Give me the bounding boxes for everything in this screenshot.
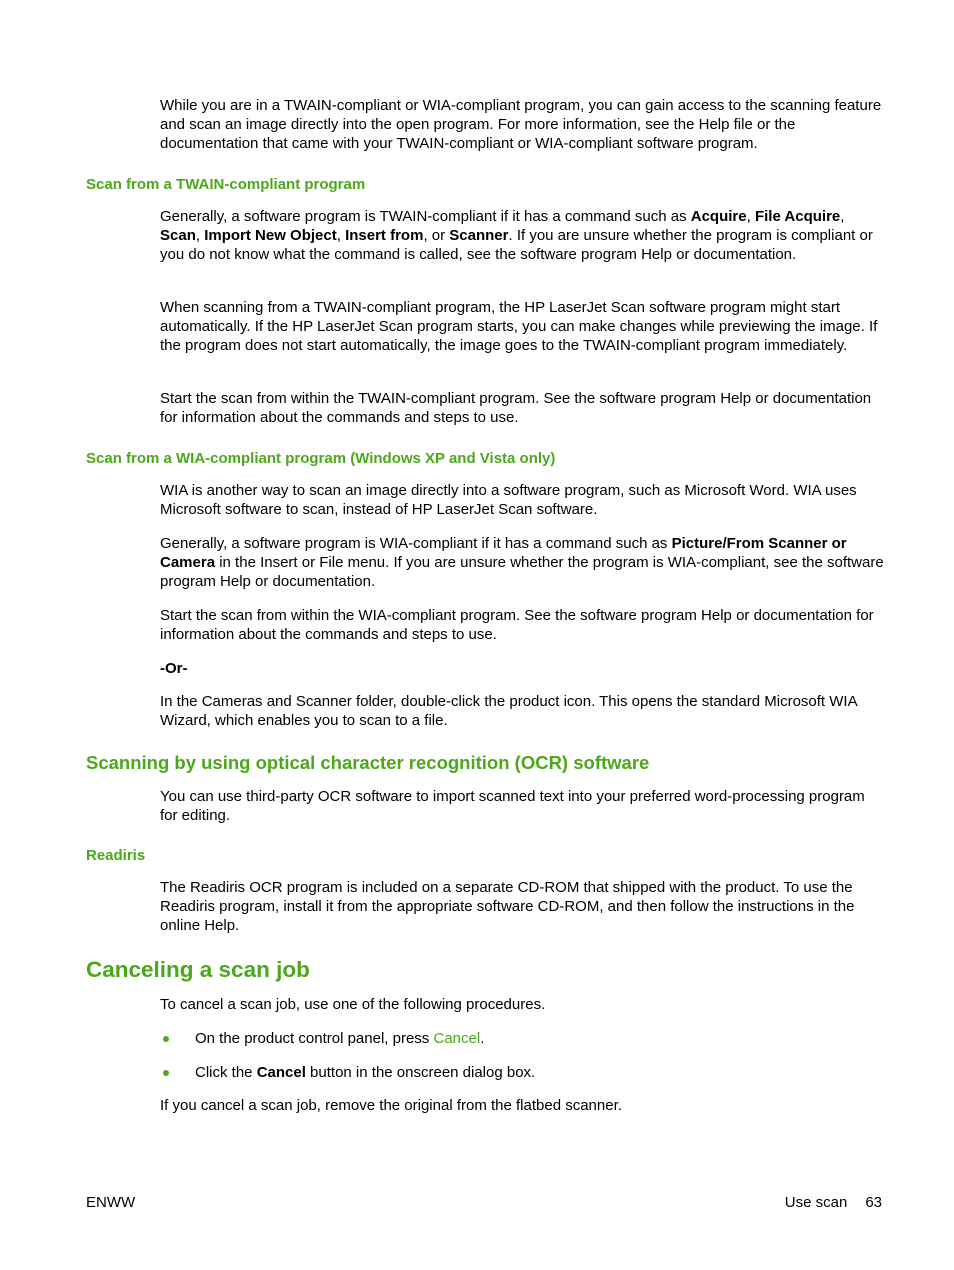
text-run: , or xyxy=(423,227,450,245)
text-run: . If you are unsure whether the program is compliant or you do not know what the command is called, see the software program Help or documentation. xyxy=(160,227,873,264)
text-run: , xyxy=(336,227,346,245)
command-scanner: Scanner xyxy=(449,227,509,245)
command-picture-from-scanner: Picture/From Scanner or Camera xyxy=(160,535,847,572)
text-run: Click the xyxy=(195,1064,257,1081)
ocr-heading: Scanning by using optical character recognition (OCR) software xyxy=(86,752,650,773)
text-run: On the product control panel, press xyxy=(195,1030,434,1047)
command-acquire: Acquire xyxy=(690,208,747,225)
text-run: button in the onscreen dialog box. xyxy=(305,1064,536,1081)
cancel-outro: If you cancel a scan job, remove the original from the flatbed scanner. xyxy=(160,1097,622,1114)
twain-paragraph-1 xyxy=(160,207,884,265)
twain-paragraph-2: When scanning from a TWAIN-compliant program, the HP LaserJet Scan software program might start automatically. If the HP LaserJet Scan program starts, you can make changes while previewing the image. If the program does not start automatically, the image goes to the TWAIN-compliant program immediately. xyxy=(160,299,878,355)
text-run: in the Insert or File menu. If you are unsure whether the program is WIA-compliant, see the software program Help or documentation. xyxy=(160,554,884,591)
intro-paragraph: While you are in a TWAIN-compliant or WIA-compliant program, you can gain access to the scanning feature and scan an image directly into the open program. For more information, see the Help file or the documentation that came with your TWAIN-compliant or WIA-compliant software program. xyxy=(160,97,882,153)
text-run: Generally, a software program is WIA-compliant if it has a command such as xyxy=(160,535,672,552)
footer-page-info xyxy=(785,1193,882,1212)
twain-heading: Scan from a TWAIN-compliant program xyxy=(86,176,366,193)
text-run: Generally, a software program is TWAIN-compliant if it has a command such as xyxy=(160,208,691,225)
command-scan: Scan xyxy=(160,227,196,245)
command-file-acquire: File Acquire xyxy=(754,208,841,225)
cancel-intro: To cancel a scan job, use one of the following procedures. xyxy=(160,996,546,1013)
footer-edition-code: ENWW xyxy=(86,1194,136,1211)
readiris-paragraph: The Readiris OCR program is included on a separate CD-ROM that shipped with the product. To use the Readiris program, install it from the appropriate software CD-ROM, and then follow the instructions in the online Help. xyxy=(160,879,855,935)
readiris-heading: Readiris xyxy=(86,847,146,864)
wia-heading: Scan from a WIA-compliant program (Windows XP and Vista only) xyxy=(86,450,556,467)
ocr-paragraph: You can use third-party OCR software to import scanned text into your preferred word-processing program for editing. xyxy=(160,788,865,825)
text-run: . xyxy=(480,1030,485,1047)
command-insert-from: Insert from xyxy=(345,227,424,245)
footer-section: Use scan xyxy=(784,1194,848,1211)
command-import-new-object: Import New Object xyxy=(204,227,337,245)
list-item-text xyxy=(195,1063,535,1082)
page-number: 63 xyxy=(865,1194,882,1211)
text-run: , xyxy=(195,227,205,245)
text-run: , xyxy=(840,208,845,225)
cancel-button-reference: Cancel xyxy=(433,1030,481,1047)
command-cancel: Cancel xyxy=(256,1064,306,1081)
cancel-heading: Canceling a scan job xyxy=(86,957,310,982)
wia-paragraph-4: In the Cameras and Scanner folder, double-click the product icon. This opens the standard Microsoft WIA Wizard, which enables you to scan to a file. xyxy=(160,693,857,730)
wia-paragraph-3: Start the scan from within the WIA-compliant program. See the software program Help or documentation for information about the commands and steps to use. xyxy=(160,607,874,644)
or-separator: -Or- xyxy=(160,660,188,677)
wia-paragraph-2 xyxy=(160,534,884,592)
list-item-text xyxy=(195,1029,484,1048)
text-run: , xyxy=(746,208,755,225)
bullet-dot-icon xyxy=(163,1070,169,1076)
bullet-dot-icon xyxy=(163,1036,169,1042)
wia-paragraph-1: WIA is another way to scan an image directly into a software program, such as Microsoft Word. WIA uses Microsoft software to scan, instead of HP LaserJet Scan software. xyxy=(160,482,857,519)
twain-paragraph-3: Start the scan from within the TWAIN-compliant program. See the software program Help or documentation for information about the commands and steps to use. xyxy=(160,390,872,427)
